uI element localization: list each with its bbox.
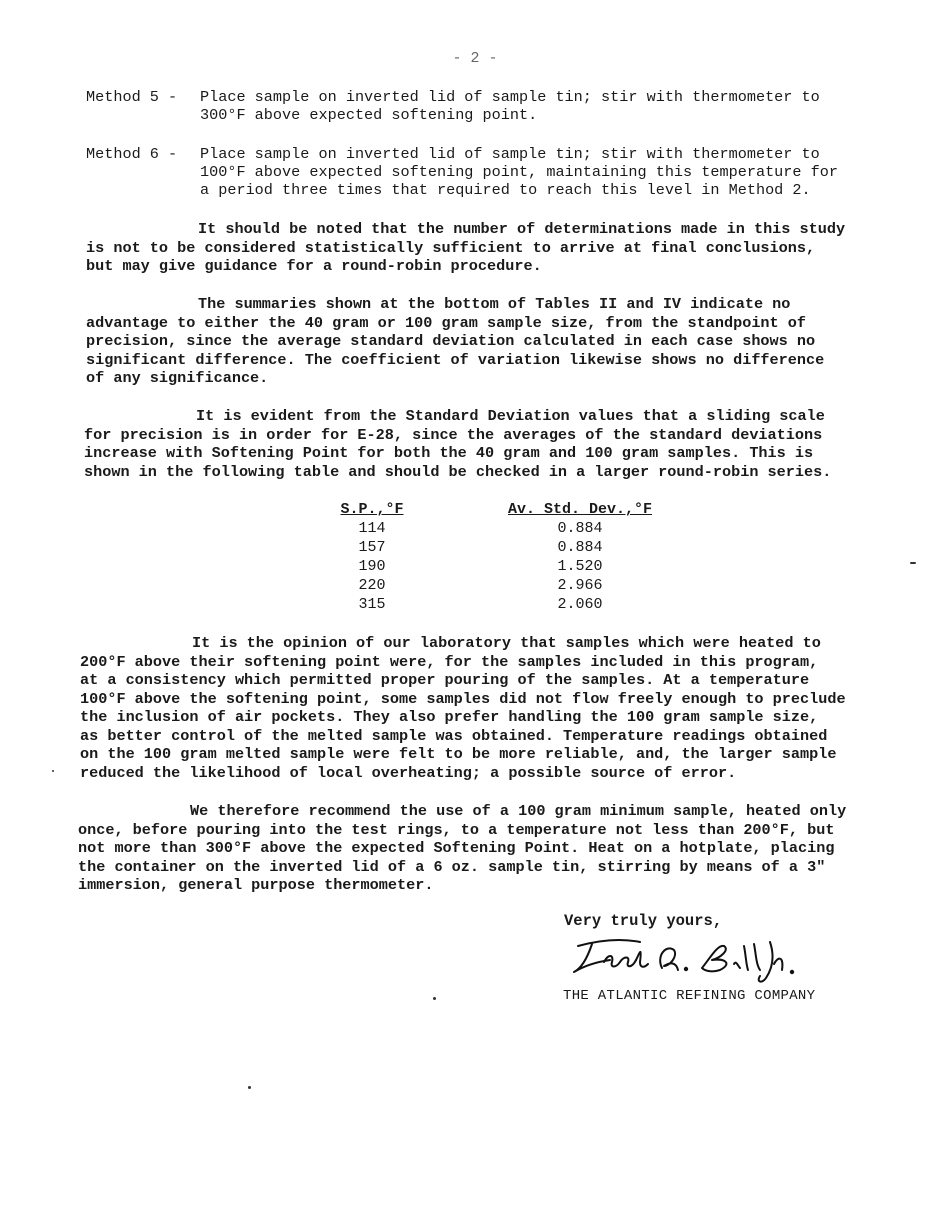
scan-speck: [433, 997, 436, 1000]
text-line: precision, since the average standard deviation calculated in each case shows no: [86, 332, 816, 350]
table-header-std-dev: Av. Std. Dev.,°F: [507, 501, 653, 518]
text-line: the container on the inverted lid of a 6 oz. sample tin, stirring by means of a 3": [78, 857, 826, 876]
closing: Very truly yours,: [564, 912, 723, 930]
table-row: [328, 595, 656, 614]
text-line: as better control of the melted sample was obtained. Temperature readings obtained: [80, 726, 828, 745]
scan-speck: [52, 770, 54, 772]
table-cell: 190: [358, 558, 386, 575]
text-line: a period three times that required to reach this level in Method 2.: [200, 181, 811, 199]
text-line: for precision is in order for E-28, since the averages of the standard deviations: [84, 425, 823, 444]
scan-speck: [910, 562, 916, 564]
table-cell: 157: [358, 539, 386, 556]
text-line: 100°F above expected softening point, maintaining this temperature for: [200, 163, 838, 181]
text-line: Place sample on inverted lid of sample tin; stir with thermometer to: [200, 88, 820, 106]
text-line: It should be noted that the number of determinations made in this study: [198, 220, 846, 238]
method-text: [200, 88, 900, 124]
method-label: Method 6 -: [86, 145, 178, 163]
text-line: The summaries shown at the bottom of Tables II and IV indicate no: [198, 295, 791, 313]
table-cell: 2.060: [557, 596, 603, 613]
text-line: the inclusion of air pockets. They also prefer handling the 100 gram sample size,: [80, 708, 819, 726]
company-name: THE ATLANTIC REFINING COMPANY: [563, 988, 816, 1004]
text-line: but may give guidance for a round-robin procedure.: [86, 257, 542, 275]
text-line: advantage to either the 40 gram or 100 gram sample size, from the standpoint of: [86, 313, 807, 332]
text-line: It is evident from the Standard Deviation values that a sliding scale: [196, 407, 825, 425]
table-cell: 114: [358, 520, 386, 537]
text-line: at a consistency which permitted proper pouring of the samples. At a temperature: [80, 671, 810, 689]
text-line: is not to be considered statistically sufficient to arrive at final conclusions,: [86, 238, 816, 257]
table-cell: 220: [358, 577, 386, 594]
text-line: immersion, general purpose thermometer.: [78, 876, 434, 894]
table-row: [328, 538, 656, 557]
text-line: of any significance.: [86, 369, 269, 387]
paragraph-summaries: [86, 295, 824, 388]
text-line: We therefore recommend the use of a 100 gram minimum sample, heated only: [190, 802, 847, 820]
paragraph-sufficiency: [86, 220, 845, 276]
table-row: [328, 557, 656, 576]
text-line: It is the opinion of our laboratory that samples which were heated to: [192, 634, 821, 652]
text-line: once, before pouring into the test rings, to a temperature not less than 200°F, but: [78, 820, 835, 839]
text-line: shown in the following table and should be checked in a larger round-robin series.: [84, 462, 832, 481]
text-line: increase with Softening Point for both the 40 gram and 100 gram samples. This is: [84, 444, 814, 462]
method-label: Method 5 -: [86, 88, 178, 106]
table-cell: 0.884: [557, 520, 603, 537]
scan-speck: [248, 1086, 251, 1089]
paragraph-recommendation: [78, 802, 846, 895]
table-cell: 1.520: [557, 558, 603, 575]
paragraph-standard-deviation: [84, 407, 831, 481]
text-line: 300°F above expected softening point.: [200, 106, 538, 124]
signature: [570, 932, 810, 987]
method-text: [200, 145, 900, 199]
softening-point-table: [328, 500, 656, 614]
text-line: on the 100 gram melted sample were felt to be more reliable, and, the larger sample: [80, 745, 837, 763]
page-number: - 2 -: [452, 50, 498, 67]
text-line: 100°F above the softening point, some samples did not flow freely enough to preclude: [80, 689, 846, 708]
table-row: [328, 576, 656, 595]
table-cell: 2.966: [557, 577, 603, 594]
table-cell: 315: [358, 596, 386, 613]
table-header-sp: S.P.,°F: [340, 501, 404, 518]
text-line: not more than 300°F above the expected Softening Point. Heat on a hotplate, placing: [78, 839, 835, 857]
paragraph-laboratory-opinion: [80, 634, 846, 782]
table-row: [328, 519, 656, 538]
table-cell: 0.884: [557, 539, 603, 556]
text-line: 200°F above their softening point were, for the samples included in this program,: [80, 652, 819, 671]
text-line: significant difference. The coefficient of variation likewise shows no difference: [86, 350, 825, 369]
text-line: reduced the likelihood of local overheating; a possible source of error.: [80, 763, 737, 782]
text-line: Place sample on inverted lid of sample tin; stir with thermometer to: [200, 145, 820, 163]
